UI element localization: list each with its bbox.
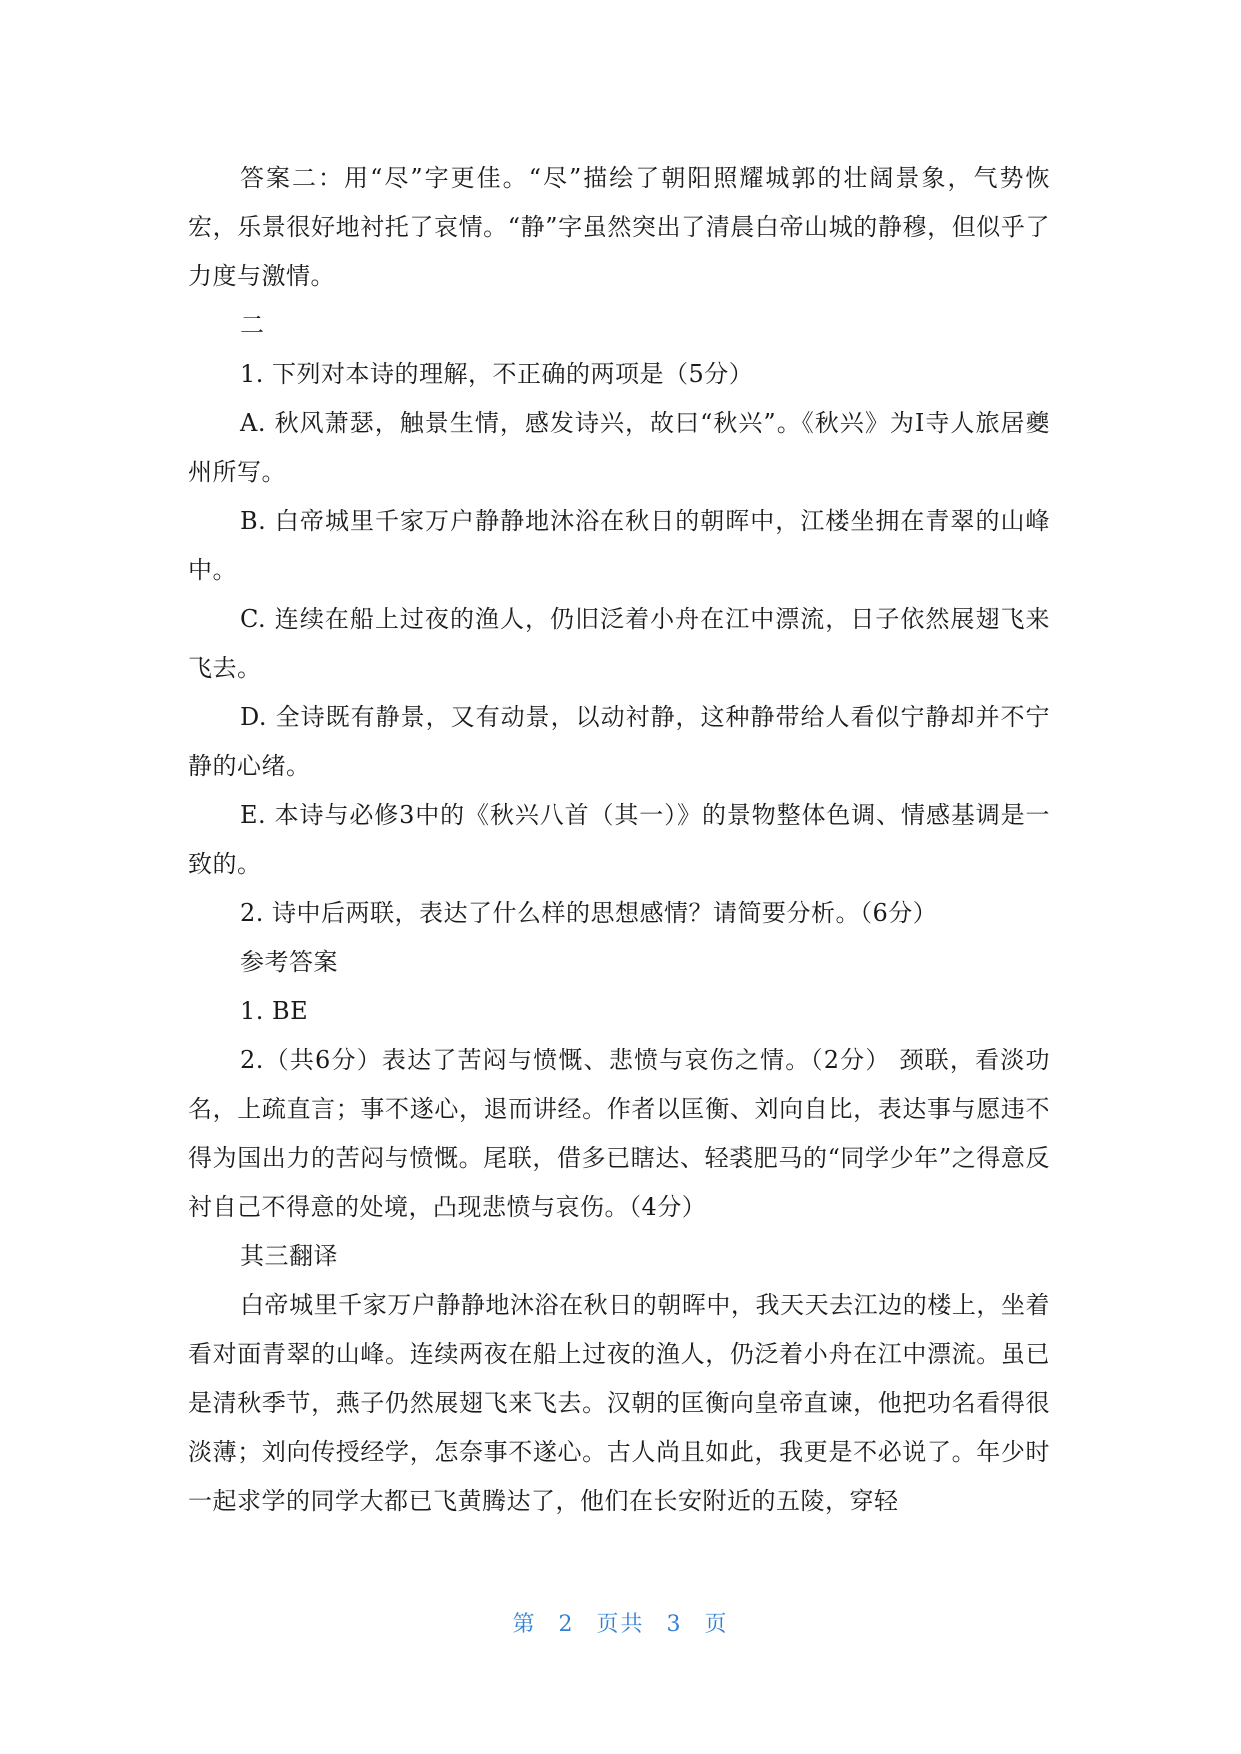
paragraph-answer-two: 答案二：用“尽”字更佳。“尽”描绘了朝阳照耀城郭的壮阔景象，气势恢宏，乐景很好地衬托了哀情。“静”字虽然突出了清晨白帝山城的静穆，但似乎了力度与激情。 [188,164,1050,290]
option-c: C. 连续在船上过夜的渔人，仍旧泛着小舟在江中漂流，日子依然展翅飞来飞去。 [188,605,1050,682]
option-b: B. 白帝城里千家万户静静地沐浴在秋日的朝晖中，江楼坐拥在青翠的山峰中。 [188,507,1050,584]
footer-page-label: 第 [512,1612,537,1637]
translation-text: 白帝城里千家万户静静地沐浴在秋日的朝晖中，我天天去江边的楼上，坐着看对面青翠的山峰。连续两夜在船上过夜的渔人，仍泛着小舟在江中漂流。虽已是清秋季节，燕子仍然展翅飞来飞去。汉朝的匡衡向皇帝直谏，他把功名看得很淡薄；刘向传授经学，怎奈事不遂心。古人尚且如此，我更是不必说了。年少时一起求学的同学大都已飞黄腾达了，他们在长安附近的五陵，穿轻 [188,1291,1050,1515]
page-footer [0,1607,1241,1638]
footer-of-label: 页共 [596,1612,645,1637]
document-body [188,154,1050,1526]
answer-1: 1. BE [240,997,309,1025]
translation-heading: 其三翻译 [240,1242,338,1270]
answer-2: 2.（共6分）表达了苦闷与愤慨、悲愤与哀伤之情。（2分） 颈联，看淡功名，上疏直言；事不遂心，退而讲经。作者以匡衡、刘向自比，表达事与愿违不得为国出力的苦闷与愤慨。尾联，借多已瞎达、轻裘肥马的“同学少年”之得意反衬自己不得意的处境，凸现悲愤与哀伤。（4分） [188,1046,1050,1221]
option-d: D. 全诗既有静景，又有动景，以动衬静，这种静带给人看似宁静却并不宁静的心绪。 [188,703,1050,780]
footer-end-label: 页 [704,1612,729,1637]
footer-total-pages: 3 [666,1612,683,1637]
option-e: E. 本诗与必修3中的《秋兴八首（其一）》的景物整体色调、情感基调是一致的。 [188,801,1050,878]
footer-current-page: 2 [558,1612,575,1637]
section-heading-two: 二 [240,311,265,339]
question-2: 2. 诗中后两联，表达了什么样的思想感情？请简要分析。（6分） [240,899,938,927]
option-a: A. 秋风萧瑟，触景生情，感发诗兴，故曰“秋兴”。《秋兴》为I寺人旅居夔州所写。 [188,409,1050,486]
question-1: 1. 下列对本诗的理解，不正确的两项是（5分） [240,360,754,388]
reference-answer-heading: 参考答案 [240,948,338,976]
